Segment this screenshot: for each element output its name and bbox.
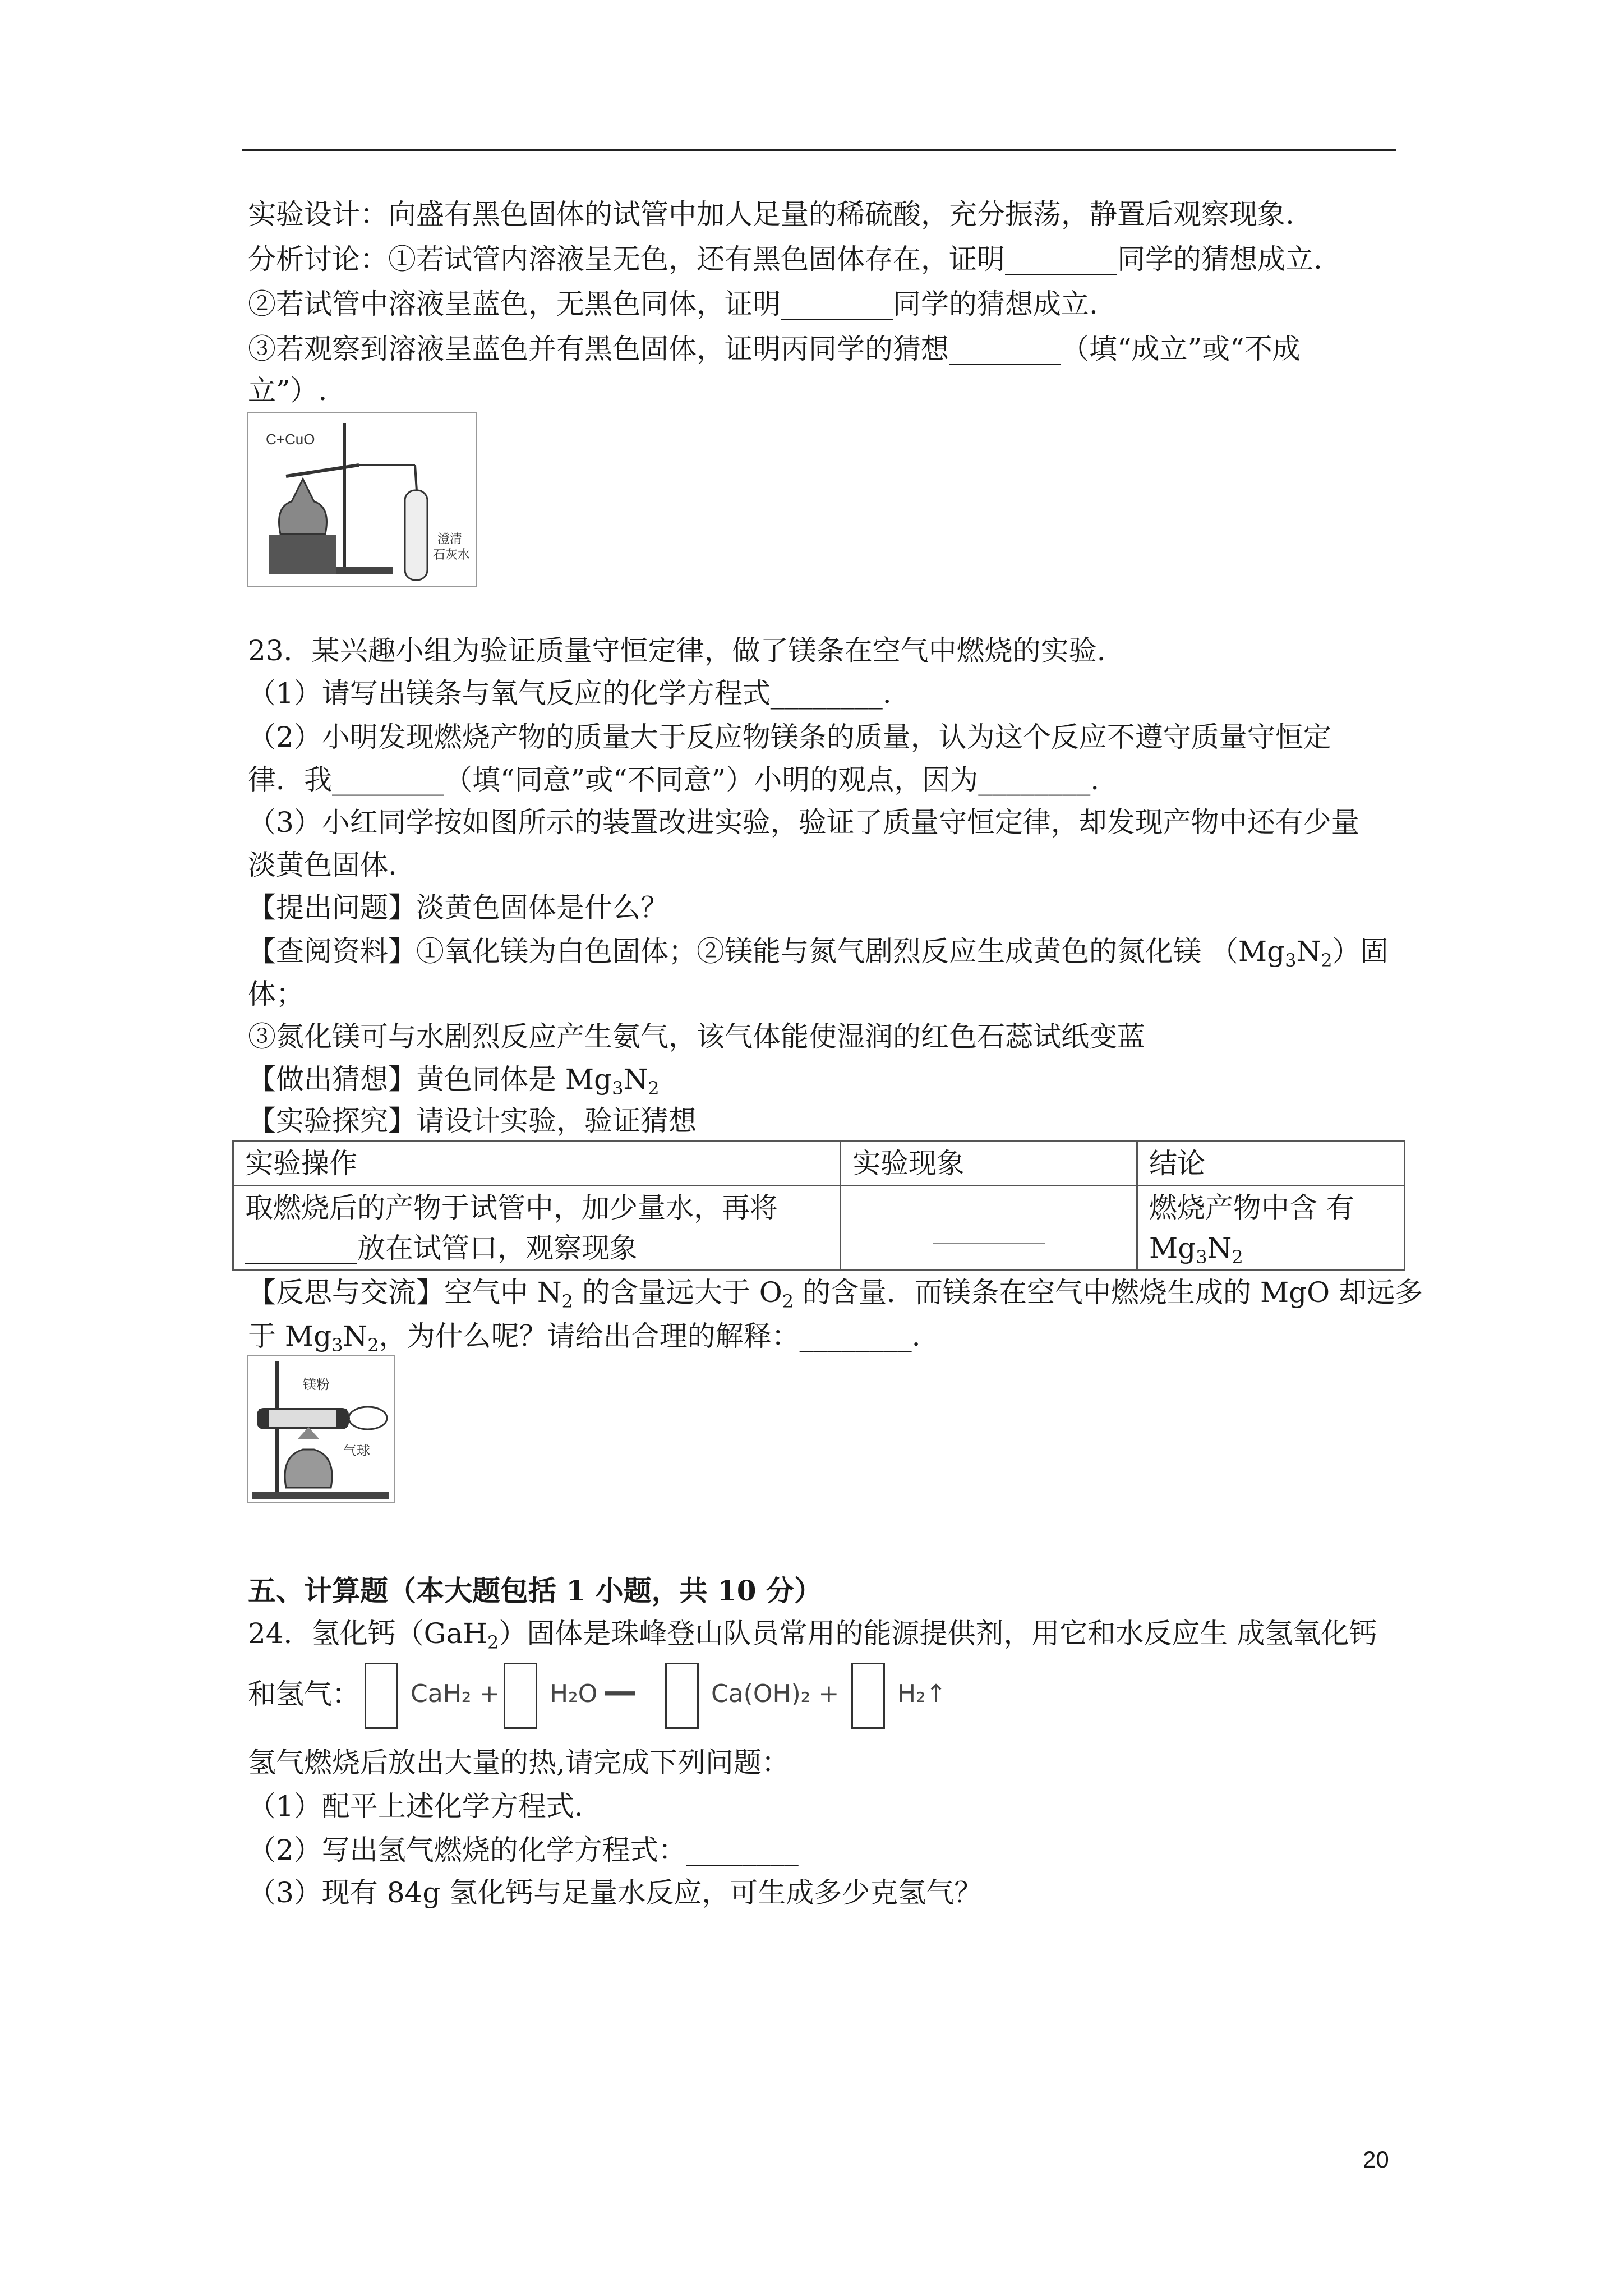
text-line: （3）小红同学按如图所示的装置改进实验，验证了质量守恒定律，却发现产物中还有少量 bbox=[248, 806, 1359, 839]
equation-term: H₂↑ bbox=[897, 1680, 947, 1708]
text-line: 氢气燃烧后放出大量的热,请完成下列问题： bbox=[248, 1746, 790, 1779]
text-line: 律．我________（填“同意”或“不同意”）小明的观点，因为________. bbox=[248, 763, 1100, 796]
table-header: 结论 bbox=[1137, 1142, 1405, 1186]
figure-cuo-apparatus bbox=[247, 412, 477, 587]
text-line: （3）现有 84g 氢化钙与足量水反应，可生成多少克氢气？ bbox=[248, 1876, 983, 1909]
label-limewater-2: 石灰水 bbox=[433, 547, 471, 562]
equation-term: CaH₂ + bbox=[411, 1680, 500, 1708]
text-line: ②若试管中溶液呈蓝色，无黑色同体，证明________同学的猜想成立. bbox=[248, 288, 1098, 320]
question-24: 24．氢化钙（GaH$_2$）固体是珠峰登山队员常用的能源提供剂，用它和水反应生 成氢氧化钙 bbox=[248, 1617, 1377, 1653]
label-mg-powder: 镁粉 bbox=[303, 1377, 330, 1392]
text-line: （2）小明发现燃烧产物的质量大于反应物镁条的质量，认为这个反应不遵守质量守恒定 bbox=[248, 721, 1331, 753]
label-balloon: 气球 bbox=[343, 1443, 370, 1458]
text-line: 和氢气： bbox=[248, 1678, 360, 1710]
text-line: （1）请写出镁条与氧气反应的化学方程式________. bbox=[248, 677, 892, 710]
table-cell-conclusion: 燃烧产物中含 有 $Mg_3N_2$ bbox=[1137, 1186, 1405, 1271]
equation-term: Ca(OH)₂ + bbox=[711, 1680, 840, 1708]
table-header-row bbox=[233, 1142, 1405, 1186]
chemical-equation bbox=[359, 1659, 949, 1729]
text-line: （1）配平上述化学方程式. bbox=[248, 1790, 583, 1823]
coefficient-box[interactable] bbox=[365, 1663, 398, 1729]
text-line: 分析讨论：①若试管内溶液呈无色，还有黑色固体存在，证明________同学的猜想成立. bbox=[248, 243, 1322, 275]
text-line: 【做出猜想】黄色同体是 $Mg_3N_2$ bbox=[248, 1063, 660, 1099]
text-line: （2）写出氢气燃烧的化学方程式：________ bbox=[248, 1834, 799, 1866]
text-line: 淡黄色固体. bbox=[248, 849, 397, 881]
coefficient-box[interactable] bbox=[504, 1663, 537, 1729]
header-rule bbox=[242, 149, 1396, 151]
table-header: 实验操作 bbox=[233, 1142, 841, 1186]
text-line: 【反思与交流】空气中 $N_2$ 的含量远大于 $O_2$ 的含量．而镁条在空气中燃烧生成的 MgO 却远多 bbox=[248, 1276, 1423, 1312]
coefficient-box[interactable] bbox=[851, 1663, 885, 1729]
page-number: 20 bbox=[1363, 2146, 1389, 2173]
text-line: 体； bbox=[248, 978, 304, 1010]
experiment-table bbox=[232, 1140, 1405, 1271]
table-cell-operation: 取燃烧后的产物于试管中，加少量水，再将 ________放在试管口，观察现象 bbox=[233, 1186, 841, 1271]
question-23: 23．某兴趣小组为验证质量守恒定律，做了镁条在空气中燃烧的实验. bbox=[248, 634, 1106, 667]
table-row bbox=[233, 1186, 1405, 1271]
figure-mg-balloon-apparatus bbox=[247, 1355, 395, 1503]
text-line: 立”）. bbox=[248, 374, 328, 407]
text-line: 【提出问题】淡黄色固体是什么？ bbox=[248, 891, 668, 924]
table-cell-phenomenon: ________ bbox=[841, 1186, 1137, 1271]
label-c-cuo: C+CuO bbox=[266, 431, 315, 448]
text-line: ③若观察到溶液呈蓝色并有黑色固体，证明丙同学的猜想________（填“成立”或“不成 bbox=[248, 333, 1301, 365]
table-header: 实验现象 bbox=[841, 1142, 1137, 1186]
text-line: 【查阅资料】①氧化镁为白色固体；②镁能与氮气剧烈反应生成黄色的氮化镁 $(Mg_3N_2)$固 bbox=[248, 935, 1389, 971]
label-limewater-1: 澄清 bbox=[437, 532, 463, 546]
text-line: 【实验探究】请设计实验，验证猜想 bbox=[248, 1105, 697, 1137]
section-heading: 五、计算题（本大题包括 1 小题，共 10 分） bbox=[248, 1574, 822, 1607]
equation-term: H₂O ━━ bbox=[550, 1680, 635, 1708]
text-line: ③氮化镁可与水剧烈反应产生氨气，该气体能使湿润的红色石蕊试纸变蓝 bbox=[248, 1020, 1145, 1053]
coefficient-box[interactable] bbox=[665, 1663, 699, 1729]
text-line: 于 $Mg_3N_2$，为什么呢？请给出合理的解释：________. bbox=[248, 1320, 921, 1356]
text-line: 实验设计：向盛有黑色固体的试管中加人足量的稀硫酸，充分振荡，静置后观察现象. bbox=[248, 198, 1294, 231]
